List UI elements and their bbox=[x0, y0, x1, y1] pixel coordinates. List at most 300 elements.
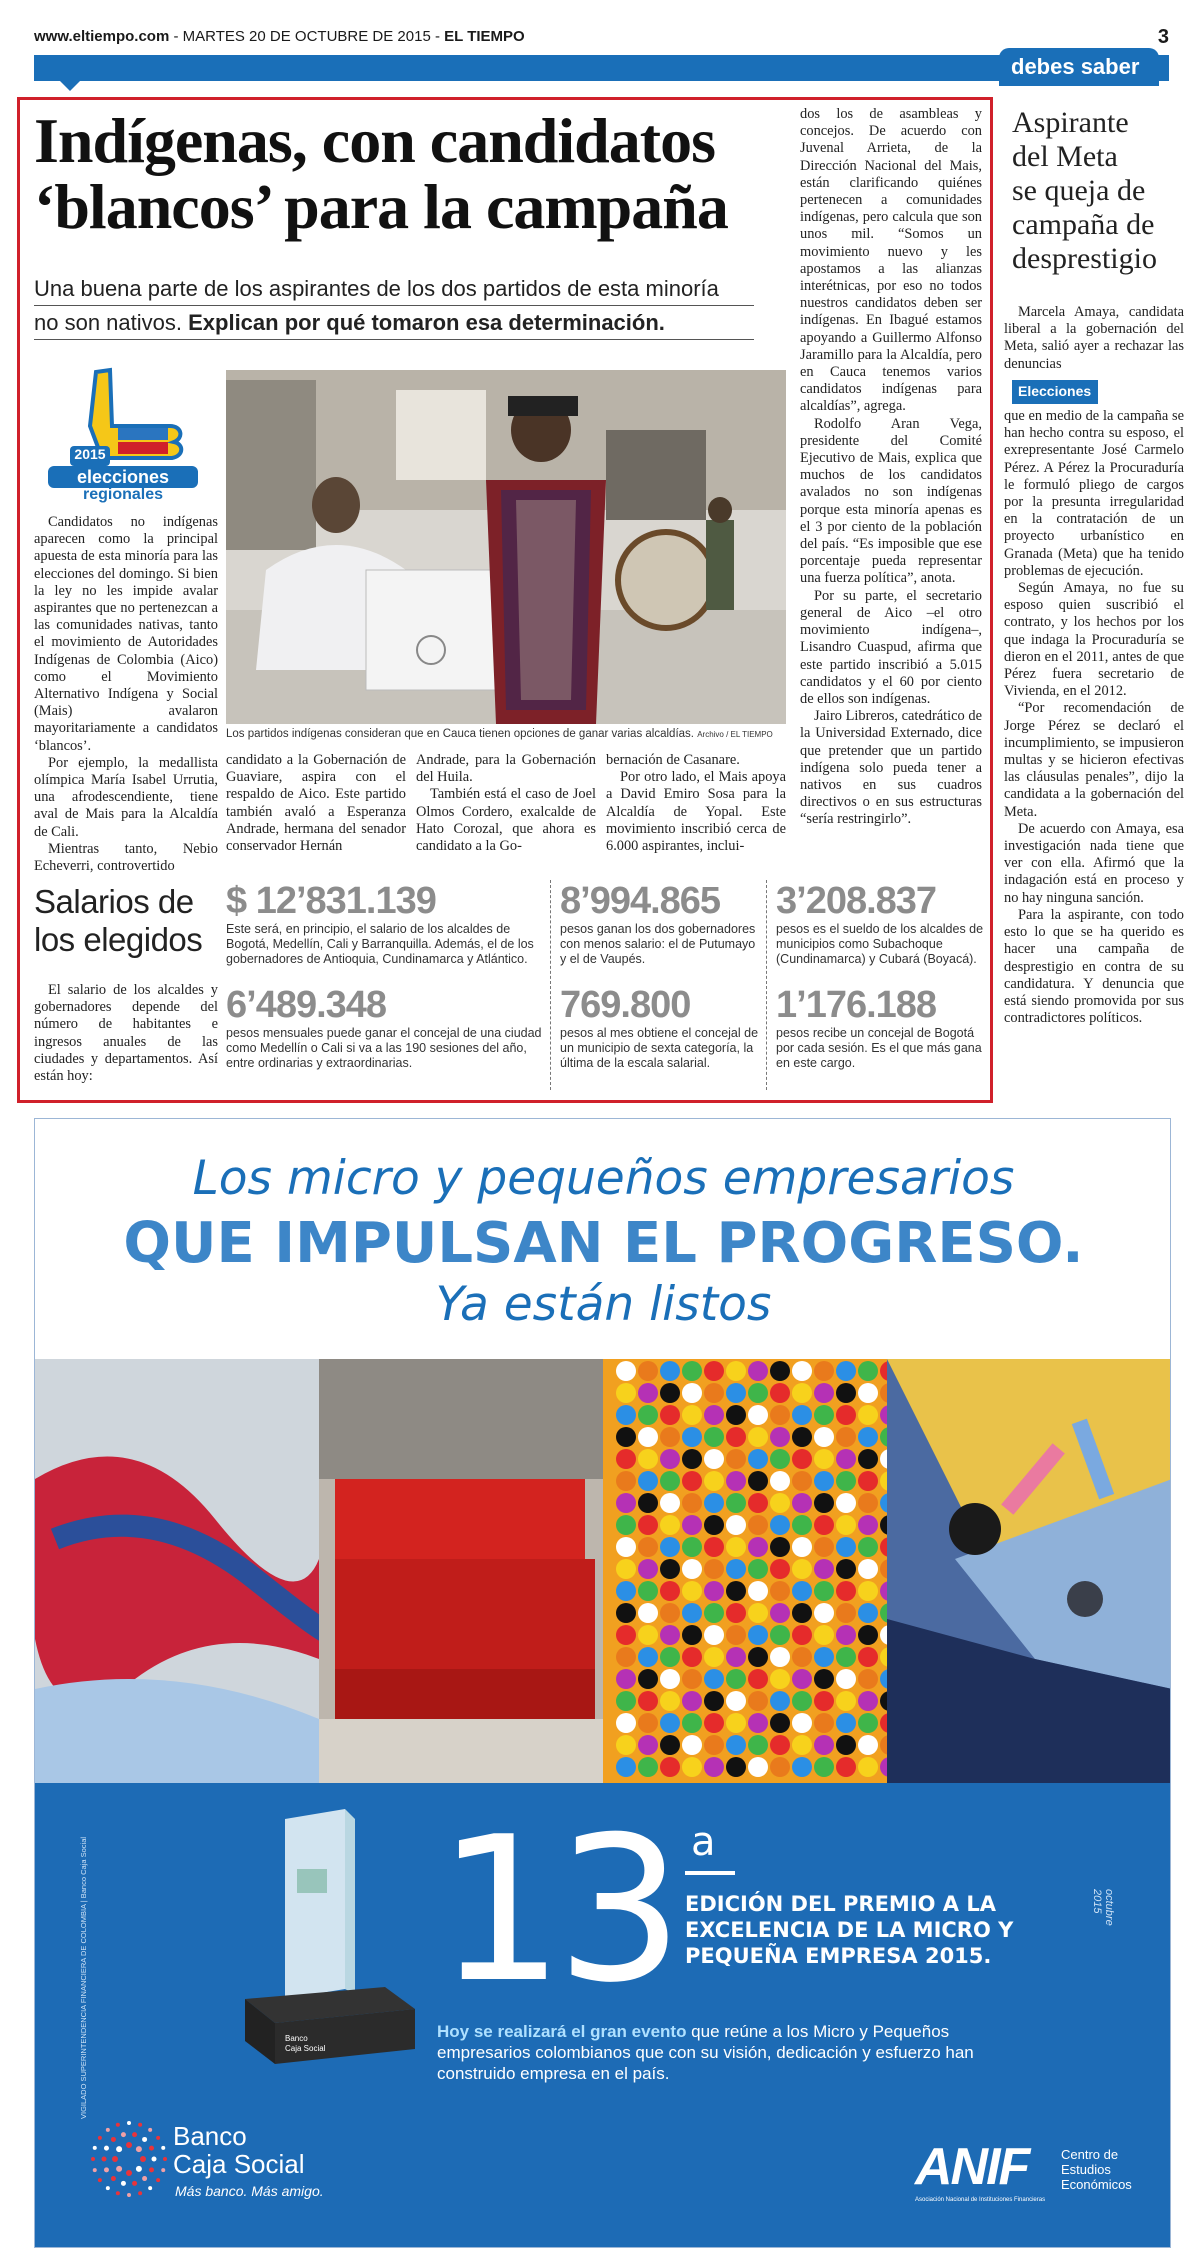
bead bbox=[748, 1361, 768, 1381]
bead bbox=[726, 1581, 746, 1601]
bead bbox=[660, 1581, 680, 1601]
bead bbox=[616, 1361, 636, 1381]
bead bbox=[726, 1471, 746, 1491]
edition-number: 13 bbox=[437, 1794, 676, 2027]
bead bbox=[726, 1669, 746, 1689]
bead bbox=[858, 1713, 878, 1733]
bead bbox=[660, 1405, 680, 1425]
salary-desc: pesos ganan los dos gobernadores con menos salario: el de Putumayo y el de Vaupés. bbox=[560, 922, 756, 966]
logo-dot bbox=[152, 2157, 157, 2162]
bead bbox=[836, 1713, 856, 1733]
logo-dot bbox=[116, 2146, 122, 2152]
logo-dot bbox=[149, 2146, 154, 2151]
deck-line-2: no son nativos. Explican por qué tomaron esa determinación. bbox=[34, 306, 754, 340]
bead bbox=[770, 1449, 790, 1469]
bead bbox=[814, 1515, 834, 1535]
bead bbox=[682, 1361, 702, 1381]
bead bbox=[682, 1669, 702, 1689]
logo-dot bbox=[121, 2181, 126, 2186]
bead bbox=[704, 1559, 724, 1579]
logo-dot bbox=[148, 2128, 152, 2132]
article-photo[interactable] bbox=[226, 370, 786, 724]
bead bbox=[748, 1383, 768, 1403]
ad-body: Hoy se realizará el gran evento que reúne a los Micro y Pequeños empresarios colombianos que con su visión, dedicación y esfuerzo han construido empresa en el país. bbox=[437, 2022, 974, 2083]
salary-item bbox=[776, 984, 984, 1071]
salary-value: 8’994.865 bbox=[560, 880, 721, 922]
page-header: www.eltiempo.com - MARTES 20 DE OCTUBRE DE 2015 - EL TIEMPO bbox=[34, 28, 525, 45]
bead bbox=[858, 1669, 878, 1689]
bead bbox=[616, 1537, 636, 1557]
bead bbox=[792, 1515, 812, 1535]
bead bbox=[638, 1405, 658, 1425]
bead bbox=[814, 1559, 834, 1579]
logo-dot bbox=[163, 2157, 167, 2161]
edition-ordinal: a bbox=[691, 1819, 716, 1865]
bead bbox=[726, 1405, 746, 1425]
elecciones-regionales-logo bbox=[40, 366, 220, 506]
bead bbox=[814, 1647, 834, 1667]
logo-dot bbox=[98, 2136, 102, 2140]
bead bbox=[638, 1757, 658, 1777]
logo-dot bbox=[126, 2170, 132, 2176]
bead bbox=[660, 1647, 680, 1667]
logo-dot bbox=[140, 2156, 146, 2162]
logo-dot bbox=[138, 2191, 142, 2195]
bead bbox=[726, 1603, 746, 1623]
bead bbox=[704, 1581, 724, 1601]
bead bbox=[792, 1537, 812, 1557]
trophy-image bbox=[225, 1809, 425, 2069]
photo-credit: Archivo / EL TIEMPO bbox=[697, 730, 773, 739]
logo-dot bbox=[111, 2176, 116, 2181]
logo-dot bbox=[91, 2157, 95, 2161]
bead bbox=[660, 1735, 680, 1755]
logo-dot bbox=[116, 2191, 120, 2195]
logo-dot bbox=[136, 2146, 142, 2152]
bead bbox=[858, 1515, 878, 1535]
bead bbox=[638, 1735, 658, 1755]
bead bbox=[814, 1625, 834, 1645]
bead bbox=[792, 1449, 812, 1469]
banco-caja-social-logo-icon bbox=[89, 2119, 169, 2199]
logo-dot bbox=[93, 2168, 97, 2172]
site-url[interactable]: www.eltiempo.com bbox=[34, 28, 170, 45]
bead bbox=[682, 1471, 702, 1491]
bead bbox=[682, 1713, 702, 1733]
page-number: 3 bbox=[1157, 26, 1169, 48]
bead bbox=[726, 1537, 746, 1557]
bead bbox=[748, 1405, 768, 1425]
bead bbox=[616, 1493, 636, 1513]
bead bbox=[770, 1647, 790, 1667]
bead bbox=[616, 1757, 636, 1777]
sidebar-body bbox=[1004, 408, 1184, 1027]
paragraph: Candidatos no indígenas aparecen como la principal apuesta de esta minoría para las elecciones del domingo. Si bien la ley no les impide avalar aspirantes que no pertenezcan a las comunidades nativas, tanto el movimiento de Autoridades Indígenas de Colombia (Aico) como el Movimiento Alternativo Indígena y Social (Mais) avalaron mayoritariamente a candidatos ‘blancos’. bbox=[34, 514, 218, 754]
salary-value: 769.800 bbox=[560, 984, 691, 1026]
bead bbox=[770, 1471, 790, 1491]
logo-dot bbox=[116, 2123, 120, 2127]
bead bbox=[792, 1405, 812, 1425]
bead bbox=[858, 1361, 878, 1381]
bead bbox=[660, 1493, 680, 1513]
photo-caption: Los partidos indígenas consideran que en Cauca tienen opciones de ganar varias alcaldías. Archivo / EL TIEMPO bbox=[226, 728, 773, 740]
bead bbox=[858, 1449, 878, 1469]
bead bbox=[660, 1559, 680, 1579]
logo-dot bbox=[93, 2146, 97, 2150]
bead bbox=[792, 1581, 812, 1601]
bead bbox=[726, 1713, 746, 1733]
logo-dot bbox=[132, 2132, 137, 2137]
bead bbox=[726, 1647, 746, 1667]
bead bbox=[726, 1449, 746, 1469]
bead bbox=[704, 1603, 724, 1623]
bead bbox=[748, 1493, 768, 1513]
bead bbox=[858, 1471, 878, 1491]
bead bbox=[682, 1383, 702, 1403]
bead bbox=[682, 1757, 702, 1777]
bead bbox=[704, 1471, 724, 1491]
bead bbox=[660, 1757, 680, 1777]
ordinal-underline bbox=[685, 1871, 735, 1875]
bead bbox=[770, 1757, 790, 1777]
ad-line-2: QUE IMPULSAN EL PROGRESO. bbox=[123, 1211, 1084, 1276]
bead bbox=[726, 1735, 746, 1755]
bead bbox=[616, 1559, 636, 1579]
salary-item bbox=[226, 880, 546, 967]
bead bbox=[726, 1691, 746, 1711]
bead bbox=[660, 1449, 680, 1469]
cee-label: Centro de Estudios Económicos bbox=[1061, 2147, 1132, 2192]
logo-dot bbox=[138, 2123, 142, 2127]
bead bbox=[748, 1625, 768, 1645]
divider bbox=[550, 880, 551, 1090]
logo-dot bbox=[136, 2166, 142, 2172]
bead bbox=[616, 1471, 636, 1491]
bead bbox=[748, 1427, 768, 1447]
bead bbox=[616, 1515, 636, 1535]
bead bbox=[704, 1515, 724, 1535]
bead bbox=[660, 1383, 680, 1403]
bead bbox=[836, 1449, 856, 1469]
bead bbox=[660, 1669, 680, 1689]
bead bbox=[660, 1603, 680, 1623]
logo-dot bbox=[106, 2128, 110, 2132]
bead bbox=[814, 1757, 834, 1777]
trophy-brand-2: Caja Social bbox=[285, 2044, 326, 2053]
bead bbox=[660, 1471, 680, 1491]
bead bbox=[682, 1515, 702, 1535]
bead bbox=[836, 1405, 856, 1425]
anif-logo[interactable]: ANIF bbox=[915, 2138, 1029, 2196]
bead bbox=[704, 1493, 724, 1513]
salary-item bbox=[560, 880, 760, 967]
bead bbox=[836, 1361, 856, 1381]
logo-dot bbox=[132, 2181, 137, 2186]
bead bbox=[792, 1669, 812, 1689]
paragraph: Rodolfo Aran Vega, presidente del Comité Ejecutivo de Mais, explica que muchos de los candidatos avalados no son indígenas porque esta minoría apenas es el 3 por ciento de la población del país. “Es imposible que ese porcentaje pueda representar una fuerza política”, anota. bbox=[800, 415, 982, 587]
sidebar-lead: Marcela Amaya, candidata liberal a la gobernación del Meta, salió ayer a rechazar las denuncias bbox=[1004, 304, 1184, 372]
bead bbox=[660, 1361, 680, 1381]
bead bbox=[814, 1449, 834, 1469]
bead bbox=[748, 1647, 768, 1667]
bead bbox=[836, 1647, 856, 1667]
bead bbox=[858, 1427, 878, 1447]
bead bbox=[704, 1713, 724, 1733]
bead bbox=[836, 1625, 856, 1645]
bead bbox=[638, 1361, 658, 1381]
logo-dot bbox=[148, 2186, 152, 2190]
logo-dot bbox=[127, 2193, 131, 2197]
advertisement[interactable] bbox=[34, 1118, 1171, 2248]
bead bbox=[682, 1559, 702, 1579]
elecciones-tag[interactable]: Elecciones bbox=[1012, 380, 1098, 404]
bead bbox=[858, 1493, 878, 1513]
bead bbox=[682, 1449, 702, 1469]
bead bbox=[704, 1625, 724, 1645]
bead bbox=[814, 1471, 834, 1491]
logo-dot bbox=[142, 2137, 147, 2142]
bead bbox=[682, 1427, 702, 1447]
logo-dot bbox=[142, 2176, 147, 2181]
bead bbox=[770, 1515, 790, 1535]
salary-desc: pesos recibe un concejal de Bogotá por cada sesión. Es el que más gana en este cargo. bbox=[776, 1026, 982, 1070]
logo-dot bbox=[104, 2167, 109, 2172]
bead bbox=[638, 1493, 658, 1513]
section-bar-notch bbox=[60, 81, 80, 91]
article-column-4: bernación de Casanare. Por otro lado, el Mais apoya a David Emiro Sosa para la Alcaldía de Yopal. Este movimiento inscribió cerca de 6.000 aspirantes, inclui- bbox=[606, 752, 786, 855]
bead bbox=[836, 1669, 856, 1689]
bead bbox=[638, 1603, 658, 1623]
bead bbox=[726, 1625, 746, 1645]
bead bbox=[638, 1427, 658, 1447]
bead bbox=[792, 1361, 812, 1381]
bead bbox=[792, 1757, 812, 1777]
bead bbox=[792, 1383, 812, 1403]
bead bbox=[792, 1735, 812, 1755]
bead bbox=[682, 1647, 702, 1667]
bead bbox=[836, 1537, 856, 1557]
bead bbox=[858, 1735, 878, 1755]
bank-name[interactable]: Banco Caja Social bbox=[173, 2121, 305, 2179]
bead bbox=[836, 1515, 856, 1535]
bead bbox=[704, 1537, 724, 1557]
deck-line-1: Una buena parte de los aspirantes de los dos partidos de esta minoría bbox=[34, 272, 754, 306]
bead bbox=[836, 1383, 856, 1403]
bead bbox=[704, 1361, 724, 1381]
bead bbox=[836, 1735, 856, 1755]
divider bbox=[766, 880, 767, 1090]
bead bbox=[616, 1735, 636, 1755]
bead bbox=[638, 1691, 658, 1711]
bead bbox=[638, 1669, 658, 1689]
sidebar-headline: Aspirante del Meta se queja de campaña de desprestigio bbox=[1012, 106, 1157, 275]
bead bbox=[748, 1603, 768, 1623]
bead bbox=[792, 1427, 812, 1447]
bead bbox=[770, 1537, 790, 1557]
article-headline bbox=[34, 105, 784, 242]
bead bbox=[814, 1361, 834, 1381]
bead bbox=[704, 1449, 724, 1469]
bead bbox=[770, 1625, 790, 1645]
bead bbox=[814, 1669, 834, 1689]
ad-month: octubre 2015 bbox=[1091, 1889, 1115, 1926]
bead bbox=[748, 1449, 768, 1469]
logo-dot bbox=[116, 2166, 122, 2172]
bead bbox=[836, 1691, 856, 1711]
logo-word-1: elecciones bbox=[48, 466, 198, 488]
ad-line-3: Ya están listos bbox=[435, 1277, 772, 1332]
paragraph: De acuerdo con Amaya, esa investigación nada tiene que ver con ella. Afirmó que la indagación está en proceso y no hay ninguna sanción. bbox=[1004, 820, 1184, 906]
logo-dot bbox=[161, 2146, 165, 2150]
bead bbox=[682, 1405, 702, 1425]
section-tab[interactable]: debes saber bbox=[999, 48, 1159, 86]
paragraph: “Por recomendación de Jorge Pérez se declaró el incumplimiento, se impusieron multas y se hicieron efectivas las cláusulas penales”, dijo la candidata a la gobernación del Meta. bbox=[1004, 700, 1184, 820]
bead bbox=[660, 1537, 680, 1557]
logo-dot bbox=[156, 2136, 160, 2140]
logo-word-2: regionales bbox=[82, 486, 164, 503]
logo-dot bbox=[112, 2156, 118, 2162]
bead bbox=[616, 1647, 636, 1667]
paragraph: dos los de asambleas y concejos. De acuerdo con Juvenal Arrieta, de la Dirección Nacional del Mais, están clarificando quiénes pertenecen a comunidades indígenas, pero calcula que son unos mil. “Somos un movimiento nuevo y les apostamos a las alianzas interétnicas, por eso no todos nuestros candidatos deben ser indígenas. En Ibagué estamos apoyando a Guillermo Alfonso Jaramillo para la Alcaldía, pero en Cauca tenemos varios candidatos indígenas para alcaldías”, agrega. bbox=[800, 106, 982, 415]
bead bbox=[858, 1691, 878, 1711]
bead bbox=[748, 1471, 768, 1491]
bead bbox=[638, 1383, 658, 1403]
paragraph: que en medio de la campaña se han hecho contra su esposo, el exrepresentante José Carmelo Pérez. A Pérez la Procuraduría le formuló pliego de cargos por la presunta irregularidad en la contratación de un proyecto urbanístico en Granada (Meta) que ha tenido problemas de ejecución. bbox=[1004, 408, 1184, 579]
bead bbox=[836, 1559, 856, 1579]
salary-item bbox=[776, 880, 984, 967]
headline-line-1: Indígenas, con candidatos bbox=[34, 105, 715, 176]
bead bbox=[748, 1581, 768, 1601]
salary-desc: pesos al mes obtiene el concejal de un municipio de sexta categoría, la última de la escala salarial. bbox=[560, 1026, 759, 1070]
bead bbox=[770, 1669, 790, 1689]
bead bbox=[704, 1405, 724, 1425]
bead bbox=[770, 1405, 790, 1425]
bead bbox=[770, 1581, 790, 1601]
salary-value: 3’208.837 bbox=[776, 880, 937, 922]
bead bbox=[726, 1427, 746, 1447]
bead bbox=[638, 1713, 658, 1733]
trophy-brand: Banco bbox=[285, 2034, 308, 2043]
article-column-2: candidato a la Gobernación de Guaviare, aspira con el respaldo de Aico. Este partido también avaló a Esperanza Andrade, hermana del senador conservador Hernán bbox=[226, 752, 406, 855]
logo-dot bbox=[126, 2142, 132, 2148]
bead bbox=[660, 1691, 680, 1711]
bead bbox=[770, 1713, 790, 1733]
logo-dot bbox=[102, 2157, 107, 2162]
bead bbox=[770, 1691, 790, 1711]
logo-dot bbox=[104, 2146, 109, 2151]
bead bbox=[814, 1427, 834, 1447]
bead bbox=[814, 1735, 834, 1755]
bead bbox=[682, 1493, 702, 1513]
bead bbox=[792, 1493, 812, 1513]
bead bbox=[726, 1515, 746, 1535]
article-deck bbox=[34, 272, 754, 340]
anif-subtitle: Asociación Nacional de Instituciones Financieras bbox=[915, 2197, 1046, 2203]
paragraph: Por ejemplo, la medallista olímpica María Isabel Urrutia, una afrodescendiente, tiene aval de Mais para la Alcaldía de Cali. bbox=[34, 754, 218, 840]
bead bbox=[682, 1603, 702, 1623]
bead bbox=[748, 1537, 768, 1557]
bead bbox=[726, 1383, 746, 1403]
bead bbox=[616, 1691, 636, 1711]
bead bbox=[858, 1757, 878, 1777]
bead bbox=[638, 1515, 658, 1535]
bead bbox=[858, 1405, 878, 1425]
bank-slogan: Más banco. Más amigo. bbox=[175, 2183, 324, 2199]
bead bbox=[770, 1427, 790, 1447]
bead bbox=[770, 1493, 790, 1513]
bead bbox=[836, 1427, 856, 1447]
logo-dot bbox=[111, 2137, 116, 2142]
bead bbox=[638, 1581, 658, 1601]
paragraph: Por su parte, el secretario general de Aico –el otro movimiento indígena–, Lisandro Cuaspud, afirma que este partido inscribió a 5.015 candidatos y el 60 por ciento de ellos son indígenas. bbox=[800, 587, 982, 707]
bead bbox=[660, 1713, 680, 1733]
bead bbox=[792, 1713, 812, 1733]
bead bbox=[704, 1647, 724, 1667]
bead bbox=[792, 1647, 812, 1667]
logo-dot bbox=[98, 2178, 102, 2182]
salary-item bbox=[226, 984, 546, 1071]
bead bbox=[638, 1625, 658, 1645]
bead bbox=[814, 1603, 834, 1623]
logo-dot bbox=[149, 2167, 154, 2172]
bead bbox=[814, 1691, 834, 1711]
bead bbox=[748, 1515, 768, 1535]
logo-dot bbox=[156, 2178, 160, 2182]
bead bbox=[814, 1383, 834, 1403]
bead bbox=[836, 1471, 856, 1491]
voting-scene-image bbox=[226, 370, 786, 724]
bead bbox=[836, 1757, 856, 1777]
bead bbox=[858, 1625, 878, 1645]
salary-value: $ 12’831.139 bbox=[226, 880, 436, 922]
salary-value: 6’489.348 bbox=[226, 984, 387, 1026]
bead bbox=[616, 1669, 636, 1689]
logo-year: 2015 bbox=[70, 446, 110, 466]
paragraph: Mientras tanto, Nebio Echeverri, controvertido bbox=[34, 840, 218, 875]
bead bbox=[770, 1559, 790, 1579]
article-column-1 bbox=[34, 514, 218, 875]
bead bbox=[814, 1493, 834, 1513]
salaries-intro: El salario de los alcaldes y gobernadores depende del número de habitantes e ingresos anuales de las ciudades y departamentos. Así están hoy: bbox=[34, 982, 218, 1085]
bead bbox=[682, 1625, 702, 1645]
article-column-5 bbox=[800, 106, 982, 829]
salary-desc: pesos es el sueldo de los alcaldes de municipios como Subachoque (Cundinamarca) y Cubará (Boyacá). bbox=[776, 922, 984, 966]
bead bbox=[616, 1383, 636, 1403]
bead bbox=[638, 1537, 658, 1557]
bead bbox=[770, 1383, 790, 1403]
bead bbox=[770, 1361, 790, 1381]
bead bbox=[682, 1537, 702, 1557]
logo-dot bbox=[127, 2121, 131, 2125]
bead bbox=[616, 1427, 636, 1447]
bead bbox=[792, 1559, 812, 1579]
bead bbox=[704, 1383, 724, 1403]
edition-title: EDICIÓN DEL PREMIO A LA EXCELENCIA DE LA MICRO Y PEQUEÑA EMPRESA 2015. bbox=[685, 1892, 1014, 1968]
bead bbox=[616, 1603, 636, 1623]
logo-dot bbox=[121, 2132, 126, 2137]
bead bbox=[748, 1713, 768, 1733]
paragraph: Según Amaya, no fue su esposo quien suscribió el contrato, y los hechos por los que indaga la Procuraduría se dieron en el 2011, antes de que Pérez fuera secretario de Vivienda, en el 2012. bbox=[1004, 580, 1184, 700]
bead bbox=[858, 1603, 878, 1623]
bead bbox=[704, 1757, 724, 1777]
bead bbox=[726, 1361, 746, 1381]
bead bbox=[682, 1735, 702, 1755]
salary-item bbox=[560, 984, 760, 1071]
paper-name: EL TIEMPO bbox=[444, 28, 525, 45]
bead bbox=[792, 1603, 812, 1623]
bead bbox=[638, 1559, 658, 1579]
logo-dot bbox=[106, 2186, 110, 2190]
